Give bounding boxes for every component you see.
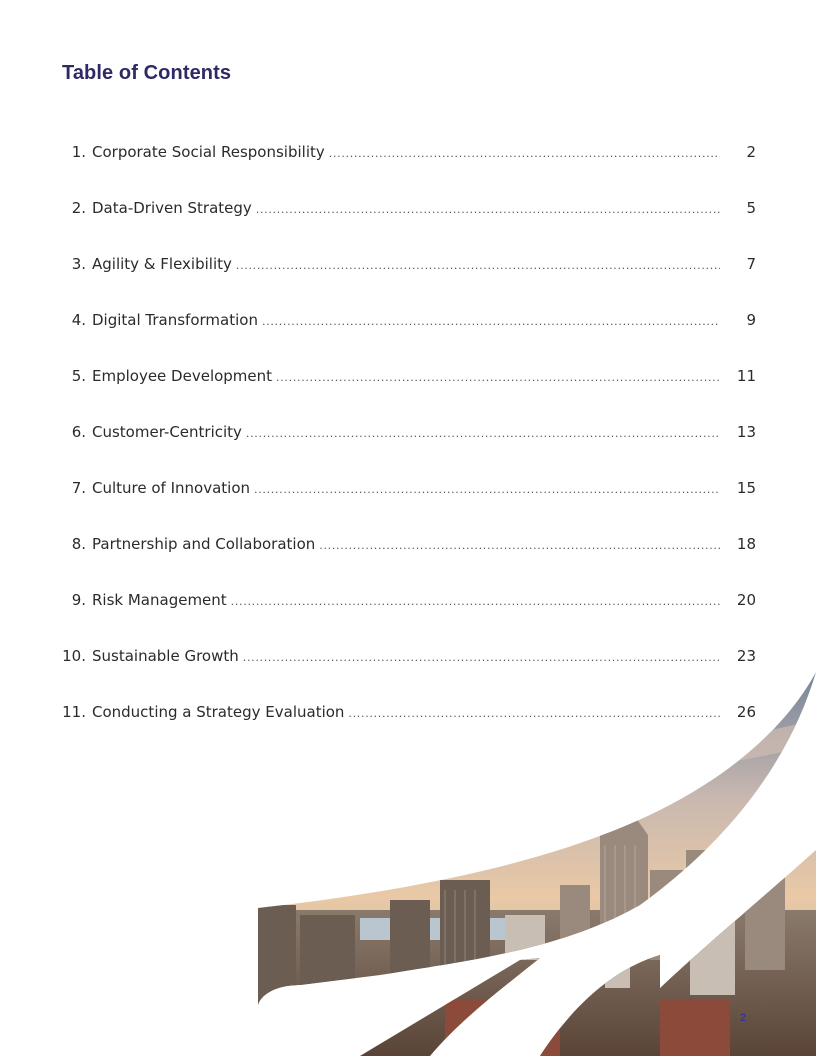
toc-entry-page: 5 [746, 199, 756, 217]
toc-entry-page: 13 [736, 423, 756, 441]
toc-entry-label: Data-Driven Strategy [92, 199, 252, 217]
toc-entry-number: 5. [71, 367, 86, 385]
toc-entry-label: Customer-Centricity [92, 423, 242, 441]
toc-entry-label: Agility & Flexibility [92, 255, 232, 273]
toc-entry-label: Conducting a Strategy Evaluation [92, 703, 345, 721]
toc-entry-number: 9. [71, 591, 86, 609]
toc-entry-page: 18 [736, 535, 756, 553]
toc-entry-number: 3. [71, 255, 86, 273]
toc-entry-number: 11. [62, 703, 86, 721]
toc-entry-number: 7. [71, 479, 86, 497]
toc-entry-page: 9 [746, 311, 756, 329]
toc-entry-number: 10. [62, 647, 86, 665]
toc-entry-page: 26 [736, 703, 756, 721]
toc-entry-page: 23 [736, 647, 756, 665]
toc-entry-label: Employee Development [92, 367, 273, 385]
toc-entry-number: 1. [71, 143, 86, 161]
toc-entry-number: 6. [71, 423, 86, 441]
toc-entry-number: 4. [71, 311, 86, 329]
toc-entry-page: 11 [736, 367, 756, 385]
toc-entry-page: 15 [736, 479, 756, 497]
toc-entry-page: 20 [736, 591, 756, 609]
toc-entry-label: Partnership and Collaboration [92, 535, 316, 553]
toc-entry-page: 2 [746, 143, 756, 161]
toc-entry-label: Sustainable Growth [92, 647, 239, 665]
toc-entry-label: Culture of Innovation [92, 479, 251, 497]
toc-entry-label: Risk Management [92, 591, 227, 609]
toc-entry-label: Digital Transformation [92, 311, 258, 329]
toc-entry-page: 7 [746, 255, 756, 273]
page-title: Table of Contents [62, 62, 232, 84]
toc-entry-number: 2. [71, 199, 86, 217]
toc-entry-number: 8. [71, 535, 86, 553]
toc-entry-label: Corporate Social Responsibility [92, 143, 325, 161]
page-number: 2 [740, 1012, 747, 1024]
